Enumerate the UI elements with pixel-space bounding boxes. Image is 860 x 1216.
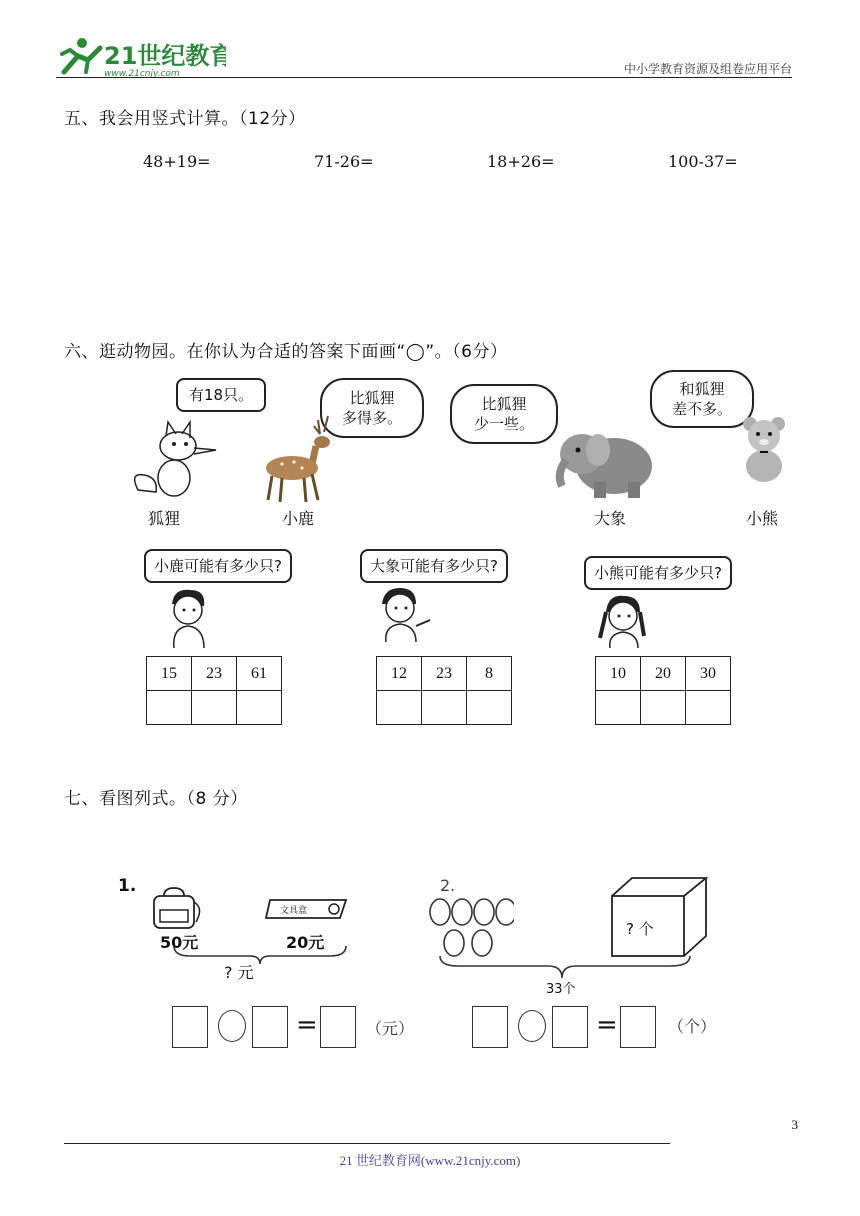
problem-3: 18+26= — [487, 152, 555, 171]
answer-box[interactable] — [620, 1006, 656, 1048]
page-number: 3 — [791, 1117, 798, 1132]
answer-cell[interactable] — [192, 691, 237, 725]
oval-shape — [496, 899, 514, 925]
option-cell: 10 — [596, 657, 641, 691]
oval-shape — [444, 930, 464, 956]
girl-short-hair-icon — [376, 584, 436, 644]
elephant-speech-bubble: 比狐狸 少一些。 — [450, 384, 558, 444]
total-count: 33个 — [546, 982, 576, 997]
blank-box[interactable] — [552, 1006, 588, 1048]
pencil-case-icon — [262, 896, 352, 922]
equals-sign: = — [296, 1010, 318, 1040]
backpack-price: 50元 — [160, 933, 199, 952]
question-bubble-elephant: 大象可能有多少只? — [360, 549, 508, 583]
oval-shape — [430, 899, 450, 925]
answer-cell[interactable] — [686, 691, 731, 725]
logo-url: www.21cnjy.com — [104, 69, 180, 78]
option-cell: 30 — [686, 657, 731, 691]
answer-table-bear — [595, 656, 731, 725]
ovals-group — [428, 896, 514, 960]
answer-cell[interactable] — [641, 691, 686, 725]
answer-box[interactable] — [320, 1006, 356, 1048]
animal-label-deer: 小鹿 — [282, 509, 315, 528]
bear-speech-bubble: 和狐狸 差不多。 — [650, 370, 754, 428]
equals-sign: = — [596, 1010, 618, 1040]
fox-speech-bubble: 有18只。 — [176, 378, 266, 412]
cube-box-icon — [608, 874, 712, 960]
option-cell: 15 — [147, 657, 192, 691]
elephant-icon — [552, 424, 656, 502]
site-logo — [56, 34, 226, 78]
animal-label-bear: 小熊 — [746, 509, 779, 528]
answer-cell[interactable] — [237, 691, 282, 725]
option-cell: 12 — [377, 657, 422, 691]
pencil-case-price: 20元 — [286, 933, 325, 952]
question-bubble-bear: 小熊可能有多少只? — [584, 556, 732, 590]
bear-icon — [738, 414, 790, 484]
oval-shape — [452, 899, 472, 925]
section5-title: 五、我会用竖式计算。（12分） — [64, 109, 306, 129]
footer-divider — [64, 1143, 670, 1144]
problem-2: 71-26= — [314, 152, 374, 171]
answer-table-deer — [146, 656, 282, 725]
boy-icon — [166, 586, 212, 650]
operator-circle[interactable] — [218, 1010, 246, 1042]
answer-cell[interactable] — [377, 691, 422, 725]
total-brace — [170, 944, 350, 968]
option-cell: 61 — [237, 657, 282, 691]
section7-title: 七、看图列式。（8 分） — [64, 789, 248, 809]
problem2-number: 2. — [440, 876, 456, 895]
problem-4: 100-37= — [668, 152, 738, 171]
footer-link[interactable]: 21 世纪教育网(www.21cnjy.com) — [339, 1153, 521, 1168]
problem-1: 48+19= — [143, 152, 211, 171]
answer-cell[interactable] — [467, 691, 512, 725]
option-cell: 23 — [192, 657, 237, 691]
runner-logo-icon — [56, 34, 226, 78]
option-cell: 8 — [467, 657, 512, 691]
unit-ge: （个） — [668, 1017, 717, 1036]
logo-text: 21世纪教育 — [104, 42, 226, 70]
answer-cell[interactable] — [596, 691, 641, 725]
deer-icon — [258, 414, 342, 506]
unit-yuan: （元） — [366, 1019, 415, 1038]
answer-cell[interactable] — [422, 691, 467, 725]
option-cell: 20 — [641, 657, 686, 691]
animal-label-fox: 狐狸 — [148, 509, 181, 528]
backpack-icon — [148, 886, 208, 932]
deer-speech-bubble: 比狐狸 多得多。 — [320, 378, 424, 438]
operator-circle[interactable] — [518, 1010, 546, 1042]
answer-table-elephant — [376, 656, 512, 725]
blank-box[interactable] — [172, 1006, 208, 1048]
option-cell: 23 — [422, 657, 467, 691]
question-bubble-deer: 小鹿可能有多少只? — [144, 549, 292, 583]
animal-label-elephant: 大象 — [594, 509, 627, 528]
pencil-case-label: 文具盒 — [280, 906, 308, 916]
header-platform-text: 中小学教育资源及组卷应用平台 — [623, 62, 792, 76]
blank-box[interactable] — [472, 1006, 508, 1048]
box-quantity-label: ? 个 — [626, 920, 654, 938]
section6-title: 六、逛动物园。在你认为合适的答案下面画“◯”。（6分） — [64, 342, 508, 362]
oval-shape — [472, 930, 492, 956]
header-divider — [56, 77, 792, 78]
oval-shape — [474, 899, 494, 925]
total-question: ? 元 — [224, 963, 254, 982]
problem1-number: 1. — [118, 876, 137, 896]
answer-cell[interactable] — [147, 691, 192, 725]
girl-pigtails-icon — [598, 592, 656, 650]
fox-icon — [128, 420, 220, 502]
blank-box[interactable] — [252, 1006, 288, 1048]
